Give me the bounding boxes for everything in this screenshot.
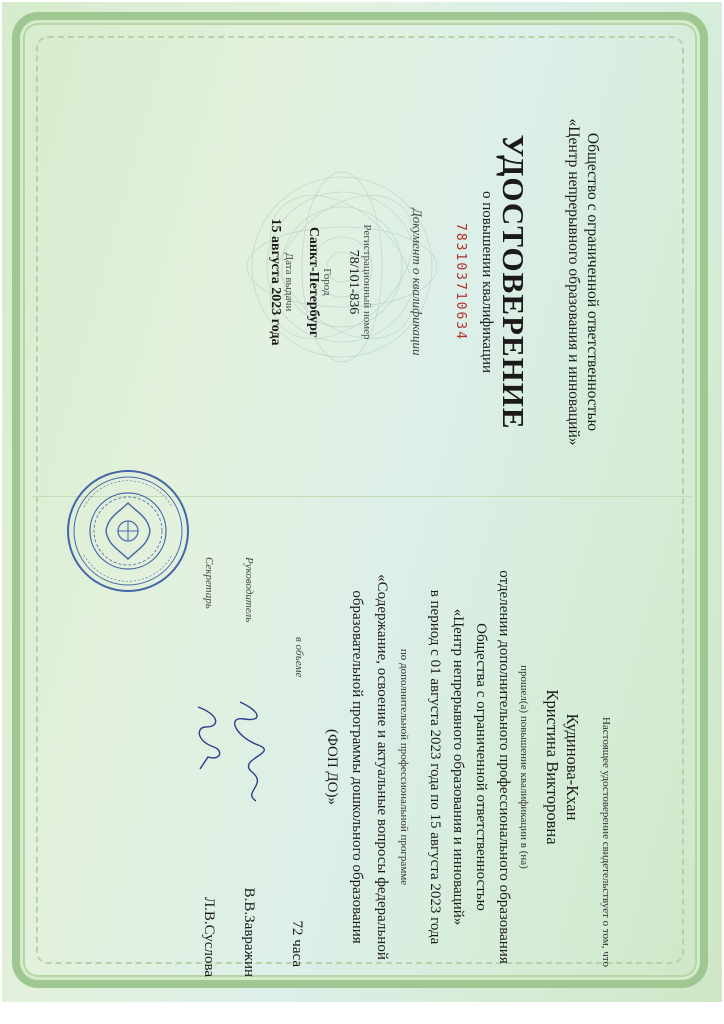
dept-line-4: в период с 01 августа 2023 года по 15 августа 2023 года <box>427 589 443 945</box>
dept-line-3: «Центр непрерывного образования и инноваций» <box>450 608 466 926</box>
dept-line-2: Общества с ограниченной ответственностью <box>473 623 489 911</box>
head-name: В.В.Завражин <box>241 887 258 977</box>
certifies-text: Настоящее удостоверение свидетельствует о том, что <box>600 716 612 967</box>
official-seal-icon <box>64 467 192 595</box>
org-line-2: «Центр непрерывного образования и инноваций» <box>565 118 582 446</box>
certificate-subtitle: о повышении квалификации <box>479 191 495 373</box>
secretary-name: Л.В.Суслова <box>201 897 218 977</box>
reg-label: Регистрационный номер <box>361 224 373 340</box>
issue-date: 15 августа 2023 года <box>268 218 283 346</box>
dept-line-1: отделении дополнительного профессионального образования <box>496 570 512 964</box>
program-line-3: (ФОП ДО)» <box>324 728 340 805</box>
hours-label: в объеме <box>293 637 305 678</box>
passed-text: прошел(а) повышение квалификации в (на) <box>518 665 530 869</box>
secretary-label: Секретарь <box>203 557 215 609</box>
secretary-signature-icon <box>192 697 226 807</box>
name-patronymic: Кристина Викторовна <box>543 689 562 845</box>
city-label: Город <box>321 268 333 296</box>
certificate-paper <box>2 2 722 1002</box>
date-label: Дата выдачи <box>283 252 295 312</box>
body-panel <box>192 547 612 987</box>
title-panel <box>267 72 602 492</box>
program-line-1: «Содержание, освоение и актуальные вопросы федеральной <box>374 574 390 960</box>
head-label: Руководитель <box>243 557 255 623</box>
reg-number: 78/101-836 <box>346 249 361 315</box>
program-label: по дополнительной профессиональной программе <box>398 648 410 886</box>
hours-value: 72 часа <box>289 920 305 967</box>
city: Санкт-Петербург <box>306 226 321 338</box>
program-line-2: образовательной программы дошкольного образования <box>349 590 365 944</box>
head-signature-icon <box>232 697 266 807</box>
surname: Кудинова-Кхан <box>563 713 582 821</box>
org-line-1: Общество с ограниченной ответственностью <box>584 132 601 432</box>
serial-number: 783103710634 <box>453 223 468 341</box>
document-type: Документ о квалификации <box>410 208 425 356</box>
certificate-title: УДОСТОВЕРЕНИЕ <box>496 134 531 430</box>
